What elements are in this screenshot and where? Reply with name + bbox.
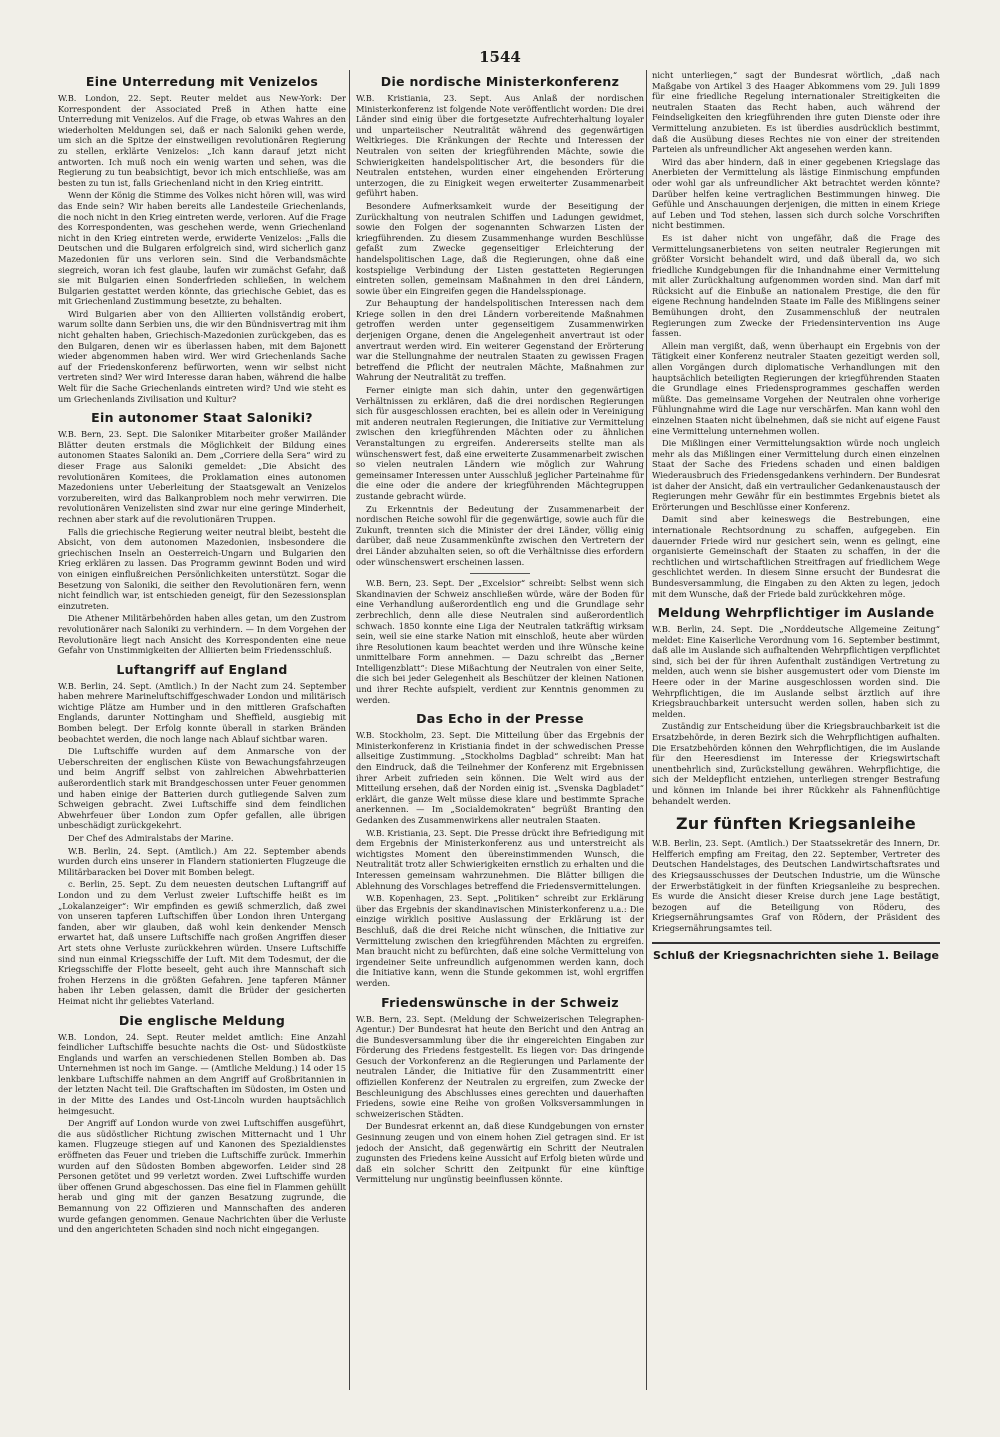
article-paragraph: W.B. London, 24. Sept. Reuter meldet amtlich: Eine Anzahl feindlicher Luftschiffe besuchte nachts die Ost- und Südostküste Englands und warfen an verschiedenen Stellen Bomben ab. Das Unternehmen ist noch im Gange. — (Amtliche Meldung.) 14 oder 15 lenkbare Luftschiffe nahmen an dem Angriff auf Großbritannien in der letzten Nacht teil. Die Graftschaften im Südosten, im Osten und in der Mitte des Landes und Ost-Lincoln wurden hauptsächlich heimgesucht. xyxy=(58,1031,346,1116)
article-ministerkonferenz xyxy=(356,74,644,567)
article-paragraph: Die Luftschiffe wurden auf dem Anmarsche von der Ueberschreiten der englischen Küste von Bewachungsfahrzeugen und beim Angriff selbst von zahlreichen Abwehrbatterien außerordentlich stark mit Brandgeschossen unter Feuer genommen und haben einige der Batterien durch gutliegende Salven zum Schweigen gebracht. Zwei Luftschiffe sind dem feindlichen Abwehrfeuer über London zum Opfer gefallen, alle übrigen unbeschädigt zurückgekehrt. xyxy=(58,746,346,831)
article-paragraph: W.B. Berlin, 24. Sept. (Amtlich.) In der Nacht zum 24. September haben mehrere Marineluftschiffgeschwader London und militärisch wichtige Plätze am Humber und in den mittleren Grafschaften Englands, darunter Nottingham und Sheffield, ausgiebig mit Bomben belegt. Der Erfolg konnte überall in starken Bränden beobachtet werden, die noch lange nach Ablauf sichtbar waren. xyxy=(58,680,346,744)
article-paragraph: W.B. Kristiania, 23. Sept. Aus Anlaß der nordischen Ministerkonferenz ist folgende Note veröffentlicht worden: Die drei Länder sind einig über die fortgesetzte Aufrechterhaltung loyaler und unparteiischer Neutralität während des gegenwärtigen Weltkrieges. Die Kränkungen der Rechte und Interessen der Neutralen von seiten der kriegführenden Mächte, sowie die Schwierigkeiten handelspolitischer Art, die besonders für die Neutralen entstehen, wurden einer eingehenden Erörterung unterzogen, die zu Einigkeit wegen erweiterter Zusammenarbeit geführt haben. xyxy=(356,93,644,199)
article-paragraph: W.B. Stockholm, 23. Sept. Die Mitteilung über das Ergebnis der Ministerkonferenz in Kristiania findet in der schwedischen Presse allseitige Zustimmung. „Stockholms Dagblad“ schreibt: Man hat den Eindruck, daß die Teilnehmer der Konferenz mit Ergebnissen ihrer Arbeit zufrieden sein können. Die Welt wird aus der Mitteilung ersehen, daß der Norden einig ist. „Svenska Dagbladet“ erklärt, die ganze Welt müsse diese klare und bestimmte Sprache anerkennen. — Im „Socialdemokraten“ begrüßt Branting den Gedanken des Zusammenwirkens aller neutralen Staaten. xyxy=(356,730,644,825)
article-paragraph: W.B. Bern, 23. Sept. Der „Excelsior“ schreibt: Selbst wenn sich Skandinavien der Schweiz anschließen würde, wäre der Boden für eine Verhandlung außerordentlich eng und die Grundlage sehr zerbrechlich, denn alle diese Neutralen sind außerordentlich schwach. 1850 konnte eine Liga der Neutralen tatkräftig wirksam sein, weil sie eine starke Nation mit einschloß, heute aber würden ihre Resolutionen kaum beachtet werden und ihre Wünsche keine unmittelbare Form annehmen. — Dazu schreibt das „Berner Intelligenzblatt“: Diese Mißachtung der Neutralen von einer Seite, die sich bei jeder Gelegenheit als Beschützer der kleinen Nationen und ihrer Rechte aufspielt, verdient zur Kenntnis genommen zu werden. xyxy=(356,578,644,705)
article-paragraph: W.B. Berlin, 24. Sept. Die „Norddeutsche Allgemeine Zeitung“ meldet: Eine Kaiserliche Verordnung vom 16. September bestimmt, daß alle im Auslande sich aufhaltenden Wehrpflichtigen verpflichtet sind, sich bei der für ihren Aufenthalt zuständigen Vertretung zu melden, auch wenn sie bisher ausgemustert oder vom Dienste im Heere oder in der Marine ausgeschlossen worden sind. Die Wehrpflichtigen, die im Auslande selbst ärztlich auf ihre Kriegsbrauchbarkeit untersucht werden sollen, haben sich zu melden. xyxy=(652,624,940,719)
column-right xyxy=(652,70,940,1410)
article-paragraph: Die Athener Militärbehörden haben alles getan, um den Zustrom revolutionärer nach Saloniki zu verhindern. — In dem Vorgehen der Revolutionäre liegt nach Ansicht des Korrespondenten eine neue Gefahr von Unstimmigkeiten der Alliierten beim Friedensschluß. xyxy=(58,613,346,656)
article-title: Eine Unterredung mit Venizelos xyxy=(85,74,319,89)
article-title: Meldung Wehrpflichtiger im Auslande xyxy=(657,605,935,621)
article-excelsior xyxy=(356,578,644,705)
article-paragraph: W.B. London, 22. Sept. Reuter meldet aus New-York: Der Korrespondent der Associated Preß in Athen hatte eine Unterredung mit Venizelos. Auf die Frage, ob etwas Wahres an den wiederholten Meldungen sei, daß er nach Saloniki gehen werde, um sich an die Spitze der einstweiligen revolutionären Regierung zu stellen, erklärte Venizelos: „Ich kann darauf jetzt nicht antworten. Ich muß noch ein wenig warten und sehen, was die Regierung zu tun beabsichtigt, bevor ich mich entschließe, was am besten zu tun ist, falls Griechenland nicht in den Krieg eintritt. xyxy=(58,93,346,188)
article-paragraph: W.B. Berlin, 24. Sept. (Amtlich.) Am 22. September abends wurden durch eins unserer in Flandern stationierten Flugzeuge die Militärbaracken bei Dover mit Bomben belegt. xyxy=(58,845,346,877)
article-paragraph: Der Angriff auf London wurde von zwei Luftschiffen ausgeführt, die aus südöstlicher Richtung zwischen Mitternacht und 1 Uhr kamen. Flugzeuge stiegen auf und Kanonen des Spezialdienstes eröffneten das Feuer und trieben die Luftschiffe zurück. Immerhin wurden auf den Südosten Bomben abgeworfen. Leider sind 28 Personen getötet und 99 verletzt worden. Zwei Luftschiffe wurden über offenen Grund abgeschossen. Das eine fiel in Flammen gehüllt herab und ging mit der ganzen Besatzung zugrunde, die Bemannung von 22 Offizieren und Mannschaften des anderen wurde gefangen genommen. Genaue Nachrichten über die Verluste und den angerichteten Schaden sind noch nicht eingegangen. xyxy=(58,1118,346,1235)
article-paragraph: W.B. Kopenhagen, 23. Sept. „Politiken“ schreibt zur Erklärung über das Ergebnis der skandinavischen Ministerkonferenz u.a.: Die einzige wirklich positive Auslassung der Erklärung ist der Beschluß, daß die drei Reiche nicht wünschen, die Initiative zur Vermittelung zwischen den kriegführenden Mächten zu ergreifen. Man braucht nicht zu befürchten, daß eine solche Vermittelung von irgendeiner Seite unfreundlich aufgenommen werden kann, doch die Initiative kann, wenn die Stunde gekommen ist, wohl ergriffen werden. xyxy=(356,893,644,988)
article-venizelos xyxy=(58,74,346,404)
column-divider xyxy=(349,70,350,1390)
article-paragraph: Wenn der König die Stimme des Volkes nicht hören will, was wird das Ende sein? Wir haben bereits alle Landesteile Griechenlands, die noch nicht in den Krieg eintreten werde, verloren. Auf die Frage des Korrespondenten, was geschehen werde, wenn Griechenland nicht in den Krieg eintreten werde, erwiderte Venizelos: „Falls die Deutschen und die Bulgaren erfolgreich sind, wird sicherlich ganz Mazedonien für uns verloren sein. Sind die Verbandsmächte siegreich, woran ich fest glaube, laufen wir zumächst Gefahr, daß sie mit Bulgarien einen Sonderfrieden schließen, in welchem Bulgarien gestattet werden könnte, das griechische Gebiet, das es mit Griechenland Zustimmung besetzte, zu behalten. xyxy=(58,190,346,307)
article-signature: Der Chef des Admiralstabs der Marine. xyxy=(68,833,234,843)
article-paragraph: W.B. Berlin, 23. Sept. (Amtlich.) Der Staatssekretär des Innern, Dr. Helfferich empfing am Freitag, den 22. September, Vertreter des Deutschen Handelstages, des Deutschen Landwirtschaftsrates und des Kriegsausschusses der Deutschen Industrie, um die Wünsche der Erwerbstätigkeit in der fünften Kriegsanleihe zu besprechen. Es wurde die Ansicht dieser Kreise durch jene Lage bestätigt, bezogen auf die Beteiligung von Röderu, des Kriegsernährungsamtes Graf von Rödern, der Präsident des Kriegsernährungsamtes teil. xyxy=(652,838,940,933)
article-paragraph: Besondere Aufmerksamkeit wurde der Beseitigung der Zurückhaltung von neutralen Schiffen und Ladungen gewidmet, sowie den Folgen der sogenannten Schwarzen Listen der kriegführenden. Zu diesem Zusammenhange wurden Beschlüsse gefaßt zum Zwecke gegenseitiger Erleichterung der handelspolitischen Lage, daß die Regierungen, ohne daß eine kostspielige Verbindung der Listen gestatteten Regierungen eintreten sollen, gemeinsam Maßnahmen in den drei Ländern, sowie über ein Eingreifen gegen die Handelsspionage. xyxy=(356,200,644,296)
column-divider xyxy=(646,70,647,1390)
article-paragraph: Der Bundesrat erkennt an, daß diese Kundgebungen von ernster Gesinnung zeugen und von einem hohen Ziel getragen sind. Er ist jedoch der Ansicht, daß gegenwärtig ein Schritt der Neutralen zugunsten des Friedens keine Aussicht auf Erfolg bieten würde und daß ein solcher Schritt den Zeitpunkt für eine künftige Vermittelung nur ungünstig beeinflussen könnte. xyxy=(356,1121,644,1185)
column-middle xyxy=(356,70,644,1410)
article-echo-presse xyxy=(356,711,644,988)
article-title: Die englische Meldung xyxy=(118,1012,286,1028)
article-wehrpflichtige xyxy=(652,605,940,806)
article-title: Die nordische Ministerkonferenz xyxy=(380,74,620,89)
article-bundesrat-continued xyxy=(652,70,940,599)
article-paragraph: Die Mißlingen einer Vermittelungsaktion würde noch ungleich mehr als das Mißlingen einer Vermittelung durch einen einzelnen Staat der Sache des Friedens schaden und einen baldigen Wiederausbruch des Friedensgedankens verhindern. Der Bundesrat ist daher der Ansicht, daß ein vertraulicher Gedankenaustausch der Regierungen mehr Gewähr für ein bestimmtes Ergebnis bietet als Erörterungen und Beschlüsse einer Konferenz. xyxy=(652,438,940,512)
article-paragraph: nicht unterliegen,“ sagt der Bundesrat wörtlich, „daß nach Maßgabe von Artikel 3 des Haager Abkommens vom 29. Juli 1899 für eine friedliche Regelung internationaler Streitigkeiten die neutralen Staaten das Recht haben, auch während der Feindseligkeiten den kriegführenden ihre guten Dienste oder ihre Vermittelung anzubieten. Es ist überdies ausdrücklich bestimmt, daß die Ausübung dieses Rechtes nie von einer der streitenden Parteien als unfreundlicher Akt angesehen werden kann. xyxy=(652,70,940,155)
article-kriegsanleihe xyxy=(652,814,940,933)
page-number: 1544 xyxy=(479,48,521,66)
article-paragraph: c. Berlin, 25. Sept. Zu dem neuesten deutschen Luftangriff auf London und zu dem Verlust zweier Luftschiffe heißt es im „Lokalanzeiger“: Wir empfinden es gewiß schmerzlich, daß zwei von unseren tapferen Luftschiffen über London ihren Untergang fanden, aber wir glauben, daß wohl kein denkender Mensch erwartet hat, daß unsere Luftschiffe nach großen Angriffen dieser Art stets ohne Verluste zurückkehren würden. Unsere Luftschiffe sind nun einmal Kriegsschiffe der Luft. Mit dem Todesmut, der die Kriegsschiffe der Flotte beseelt, geht auch ihre Mannschaft sich frohen Herzens in die größten Gefahren. Jene tapferen Männer haben ihr Leben gelassen, damit die Brüder der gesicherten Heimat nicht ihr geliebtes Vaterland. xyxy=(58,879,346,1006)
article-paragraph: W.B. Kristiania, 23. Sept. Die Presse drückt ihre Befriedigung mit dem Ergebnis der Ministerkonferenz aus und unterstreicht als wichtigstes Moment den übereinstimmenden Wunsch, die Neutralität trotz aller Schwierigkeiten ernstlich zu erhalten und die Interessen gemeinsam wahrzunehmen. Die Blätter billigen die Ablehnung des Vorschlages betreffend die Friedensvermittelungen. xyxy=(356,827,644,891)
article-englische-meldung xyxy=(58,1013,346,1235)
article-paragraph: Zur Behauptung der handelspolitischen Interessen nach dem Kriege sollen in den drei Ländern vorbereitende Maßnahmen getroffen werden unter gegenseitigem Zusammenwirken derjenigen Organe, denen die Angelegenheit anvertraut ist oder anvertraut werden wird. Ein weiterer Gegenstand der Erörterung war die Stellungnahme der neutralen Staaten zu gewissen Fragen betreffend die Pflicht der neutralen Mächte, Maßnahmen zur Wahrung der Neutralität zu treffen. xyxy=(356,298,644,383)
article-paragraph: Zuständig zur Entscheidung über die Kriegsbrauchbarkeit ist die Ersatzbehörde, in deren Bezirk sich die Wehrpflichtigen aufhalten. Die Ersatzbehörden können den Wehrpflichtigen, die im Auslande für den Heeresdienst im Interesse der Kriegswirtschaft unentbehrlich sind, Zurückstellung gewähren. Wehrpflichtige, die sich der Meldepflicht entziehen, unterliegen strenger Bestrafung und können im Inlande bei ihrer Rückkehr als Fahnenflüchtige behandelt werden. xyxy=(652,721,940,806)
column-left xyxy=(58,70,346,1410)
article-paragraph: W.B. Bern, 23. Sept. Die Saloniker Mitarbeiter großer Mailänder Blätter deuten erstmals die Möglichkeit der Bildung eines autonomen Staates Saloniki an. Dem „Corriere della Sera“ wird zu dieser Frage aus Saloniki gemeldet: „Die Absicht des revolutionären Komitees, die Proklamation eines autonomen Mazedoniens unter Ueberleitung der Staatsgewalt an Venizelos vorzubereiten, wird das Balkanproblem noch mehr verwirren. Die revolutionären Venizelisten sind zwar nur eine geringe Minderheit, rechnen aber stark auf die revolutionären Truppen. xyxy=(58,429,346,524)
article-title: Luftangriff auf England xyxy=(116,661,288,677)
article-paragraph: Damit sind aber keineswegs die Bestrebungen, eine internationale Rechtsordnung zu schaffen, aufgegeben. Ein dauernder Friede wird nur gesichert sein, wenn es gelingt, eine organisierte Gemeinschaft der Staaten zu schaffen, in der die rechtlichen und wirtschaftlichen Streitfragen auf friedlichem Wege geschlichtet werden. In diesem Sinne ersucht der Bundesrat die Bundesversammlung, die Eingaben zu den Akten zu legen, jedoch mit dem Wunsche, daß der Friede bald zurückkehren möge. xyxy=(652,514,940,599)
article-title: Ein autonomer Staat Saloniki? xyxy=(91,410,313,426)
article-title: Das Echo in der Presse xyxy=(416,711,584,727)
article-paragraph: Es ist daher nicht von ungefähr, daß die Frage des Vermittelungsanerbietens von seiten neutraler Regierungen mit größter Vorsicht behandelt wird, und daß überall da, wo sich friedliche Kundgebungen für die Inhandnahme einer Vermittelung mit aller Zurückhaltung aufgenommen worden sind. Man darf mit Rücksicht auf die Einbuße an nationalem Prestige, die den für eigene Rechnung handelnden Staate im Falle des Mißlingens seiner Bemühungen droht, den Zusammenschluß der neutralen Regierungen zum Zwecke der Friedensintervention ins Auge fassen. xyxy=(652,232,940,339)
continuation-note: Schluß der Kriegsnachrichten siehe 1. Beilage xyxy=(652,942,940,962)
article-separator xyxy=(470,573,530,574)
article-paragraph: Ferner einigte man sich dahin, unter den gegenwärtigen Verhältnissen zu erklären, daß die drei nordischen Regierungen sich für ausgeschlossen erachten, bei es allein oder in Vereinigung mit anderen neutralen Regierungen, die Initiative zur Vermittelung zwischen den kriegführenden Mächten oder zu ähnlichen Veranstaltungen zu ergreifen. Andererseits stellte man als wünschenswert fest, daß eine erweiterte Zusammenarbeit zwischen so vielen neutralen Ländern wie möglich zur Wahrung gemeinsamer Interessen unter Ausschluß jeglicher Parteinahme für die eine oder die andere der kriegführenden Mächtegruppen zustande gebracht würde. xyxy=(356,385,644,501)
article-paragraph: Falls die griechische Regierung weiter neutral bleibt, besteht die Absicht, von dem autonomen Mazedonien, insbesondere die griechischen Inseln an Oesterreich-Ungarn und Bulgarien den Krieg erklären zu lassen. Das Programm gewinnt Boden und wird von einigen einflußreichen Persönlichkeiten unterstützt. Sogar die Besetzung von Saloniki, die seither den Revolutionären fern, wenn nicht feindlich war, ist entschieden geneigt, für den Sezessionsplan einzutreten. xyxy=(58,526,346,611)
article-paragraph: Zu Erkenntnis der Bedeutung der Zusammenarbeit der nordischen Reiche sowohl für die gegenwärtige, sowie auch für die Zukunft, trennten sich die Minister der drei Länder, völlig einig darüber, daß neue Zusammenkünfte zwischen den Vertretern der drei Länder abzuhalten seien, so oft die Verhältnisse dies erfordern oder wünschenswert erscheinen lassen. xyxy=(356,503,644,567)
article-title: Friedenswünsche in der Schweiz xyxy=(381,994,619,1010)
article-paragraph: W.B. Bern, 23. Sept. (Meldung der Schweizerischen Telegraphen-Agentur.) Der Bundesrat hat heute den Bericht und den Antrag an die Bundesversammlung über die ihr eingereichten Eingaben zur Förderung des Friedens festgestellt. Es liegen vor: Das dringende Gesuch der Vorkonferenz an die Regierungen und Parlamente der neutralen Länder, die Initiative für den Zusammentritt einer offiziellen Konferenz der Neutralen zu ergreifen, zum Zwecke der Beschleunigung des Abschlusses eines gerechten und dauerhaften Friedens, sowie eine Reihe von großen Volksversammlungen in schweizerischen Städten. xyxy=(356,1013,644,1119)
article-friedenswuensche xyxy=(356,995,644,1186)
article-title: Zur fünften Kriegsanleihe xyxy=(676,814,916,834)
article-paragraph: Allein man vergißt, daß, wenn überhaupt ein Ergebnis von der Tätigkeit einer Konferenz neutraler Staaten gezeitigt werden soll, allen Vorgängen durch diplomatische Verhandlungen mit den hauptsächlich beteiligten Regierungen der kriegführenden Staaten die Grundlage eines Friedensprogrammes geschaffen werden müßte. Das gemeinsame Vorgehen der Neutralen ohne vorherige Fühlungnahme wird die Lage nur verschärfen. Man kann wohl den einzelnen Staaten nicht übelnehmen, daß sie nicht auf eigene Faust eine Vermittelung unternehmen wollen. xyxy=(652,340,940,436)
article-luftangriff xyxy=(58,662,346,1007)
article-paragraph: Wird Bulgarien aber von den Alliierten vollständig erobert, warum sollte dann Serbien uns, die wir den Bündnisvertrag mit ihm nicht gehalten haben, Griechisch-Mazedonien zurückgeben, das es den Bulgaren, denen wir es überlassen haben, mit dem Bajonett wieder abgenommen haben wird. Wer wird Griechenlands Sache auf der Friedenskonferenz befürworten, wenn wir selbst nicht vertreten sind? Wer wird Interesse daran haben, während die halbe Welt für die Sache Griechenlands eintreten wird? Und wie steht es um Griechenlands Zivilisation und Kultur? xyxy=(58,308,346,404)
article-saloniki xyxy=(58,410,346,655)
article-paragraph: Wird das aber hindern, daß in einer gegebenen Kriegslage das Anerbieten der Vermittelung als lästige Einmischung empfunden oder wohl gar als unfreundlicher Akt betrachtet werden könnte? Darüber helfen keine vertraglichen Bestimmungen hinweg. Die Gefühle und Anschauungen derjenigen, die mitten in einem Kriege auf Leben und Tod stehen, lassen sich durch solche Vorschriften nicht bestimmen. xyxy=(652,156,940,231)
